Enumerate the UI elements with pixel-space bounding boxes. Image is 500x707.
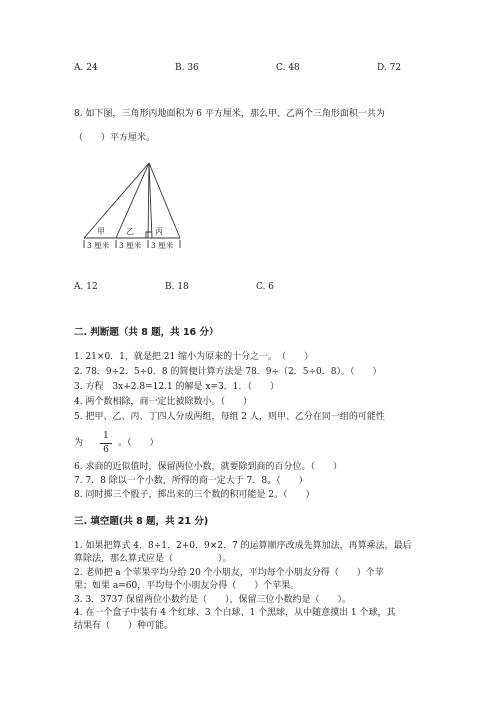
judge-q6: 6. 求商的近似值时，保留两位小数，就要除到商的百分位。（ ） xyxy=(74,462,342,472)
label-yi: 乙 xyxy=(126,227,134,236)
fill-q2-line1: 2. 老师把 a 个苹果平均分给 20 个小朋友，平均每个小朋友分得（ ）个苹 xyxy=(74,568,384,578)
judge-q4: 4. 两个数相除，商一定比被除数小。（ ） xyxy=(74,397,252,407)
fraction-denominator: 6 xyxy=(103,445,109,455)
label-bing: 丙 xyxy=(155,227,163,236)
q8-option-c: C. 6 xyxy=(256,282,275,292)
judge-q5-prefix: 为 xyxy=(74,438,84,448)
fill-q4-line1: 4. 在一个盒子中装有 4 个红球、3 个白球、1 个黑球，从中随意摸出 1 个球，其 xyxy=(74,608,396,618)
judge-q5-line1: 5. 把甲、乙、丙、丁四人分成两组，每组 2 人，则甲、乙分在同一组的可能性 xyxy=(74,412,385,422)
figure-right-side xyxy=(149,163,180,238)
fill-q3: 3. 3．3737 保留两位小数约是（ ），保留三位小数约是（ ）。 xyxy=(74,595,351,605)
q8-option-a: A. 12 xyxy=(74,282,98,292)
fraction-bar xyxy=(100,443,112,444)
judge-q7: 7. 7．8 除以一个小数，所得的商一定大于 7．8。（ ） xyxy=(74,476,308,486)
fill-q1-line2: 算除法，那么算式应是（ ）。 xyxy=(74,554,232,564)
q7-option-d: D. 72 xyxy=(377,63,402,73)
base-label-1: 3 厘米 xyxy=(87,241,110,250)
triangle-figure xyxy=(80,160,190,255)
judge-q1: 1. 21×0．1，就是把 21 缩小为原来的十分之一。 （ ） xyxy=(74,352,314,362)
base-label-3: 3 厘米 xyxy=(151,241,174,250)
fill-q2-line2: 果；如果 a=60，平均每个小朋友分得（ ）个苹果。 xyxy=(74,581,300,591)
figure-divider-2 xyxy=(148,163,149,238)
label-jia: 甲 xyxy=(97,227,105,236)
fraction-one-sixth xyxy=(100,431,112,456)
section3-title: 三. 填空题(共 8 题，共 21 分) xyxy=(74,516,209,527)
q7-option-c: C. 48 xyxy=(276,63,300,73)
fraction-numerator: 1 xyxy=(103,431,109,441)
q8-option-b: B. 18 xyxy=(165,282,189,292)
q7-option-b: B. 36 xyxy=(175,63,199,73)
q8-stem-line2: （ ）平方厘米。 xyxy=(74,133,156,143)
fill-q1-line1: 1. 如果把算式 4．8÷1．2+0．9×2．7 的运算顺序改成先算加法，再算乘法，最后 xyxy=(74,541,412,551)
section2-title: 二. 判断题（共 8 题，共 16 分） xyxy=(74,327,219,338)
judge-q3: 3. 方程 3x+2.8=12.1 的解是 x=3．1．（ ） xyxy=(74,382,279,392)
right-angle-mark xyxy=(146,232,152,238)
figure-height-line xyxy=(149,163,152,238)
fill-q4-line2: 结果有（ ）种可能。 xyxy=(74,621,174,631)
figure-left-side xyxy=(84,163,149,238)
judge-q8: 8. 同时掷三个骰子，掷出来的三个数的积可能是 2。（ ） xyxy=(74,490,315,500)
judge-q2: 2. 78．9÷2．5÷0．8 的简便计算方法是 78．9÷（2．5÷0．8）。（ ） xyxy=(74,367,382,377)
judge-q5-suffix: 。（ ） xyxy=(118,438,159,448)
q8-stem-line1: 8. 如下图，三角形丙地面积为 6 平方厘米，那么甲、乙两个三角形面积一共为 xyxy=(74,109,385,119)
base-label-2: 3 厘米 xyxy=(119,241,142,250)
q7-option-a: A. 24 xyxy=(74,63,98,73)
